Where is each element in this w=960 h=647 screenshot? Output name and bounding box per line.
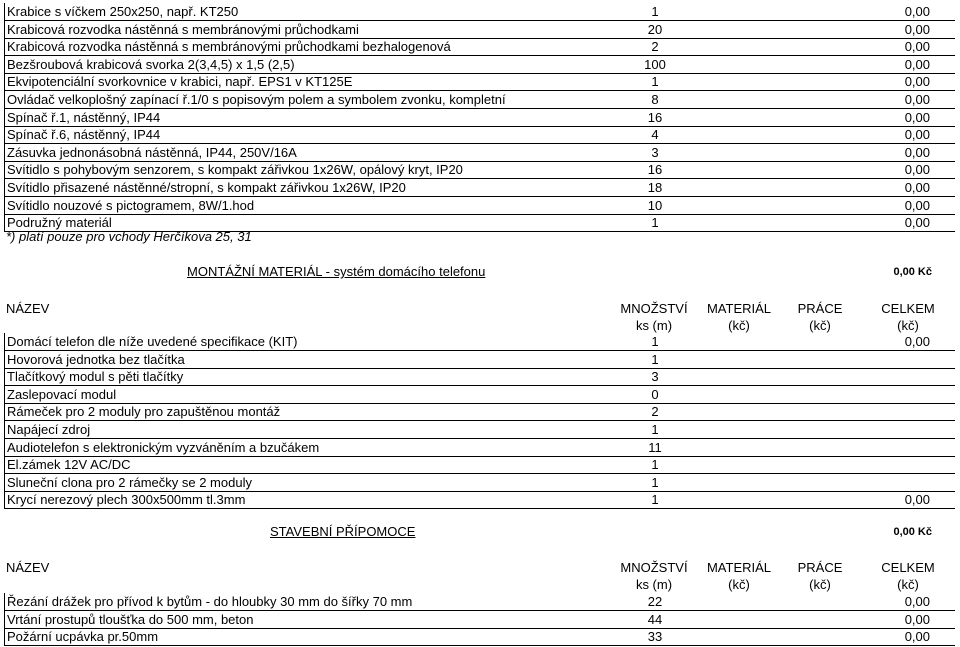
header-total: CELKEM (kč) — [881, 560, 935, 592]
cell-name: Svítidlo s pohybovým senzorem, s kompakt zářivkou 1x26W, opálový kryt, IP20 — [7, 162, 463, 178]
cell-total: 0,00 — [904, 21, 930, 37]
table-row — [4, 179, 955, 197]
cell-qty: 1 — [651, 334, 659, 349]
cell-qty: 20 — [647, 21, 663, 37]
cell-total: 0,00 — [904, 144, 930, 160]
table-row — [4, 144, 955, 162]
table-row — [4, 403, 955, 421]
cell-qty: 4 — [651, 127, 659, 143]
cell-name: Krabice s víčkem 250x250, např. KT250 — [7, 4, 239, 19]
cell-total: 0,00 — [904, 39, 930, 55]
cell-name: Krabicová rozvodka nástěnná s membránovými průchodkami — [7, 21, 359, 37]
cell-name: Napájecí zdroj — [7, 422, 91, 437]
cell-qty: 1 — [651, 457, 659, 473]
cell-qty: 18 — [647, 180, 663, 195]
cell-qty: 16 — [647, 162, 663, 178]
table-row — [4, 91, 955, 109]
cell-total: 0,00 — [904, 197, 930, 213]
cell-name: Krabicová rozvodka nástěnná s membránovými průchodkami bezhalogenová — [7, 39, 451, 55]
table-row — [4, 611, 955, 629]
section-title-phone: MONTÁŽNÍ MATERIÁL - systém domácího telefonu — [187, 264, 486, 279]
cell-name: Svítidlo nouzové s pictogramem, 8W/1.hod — [7, 197, 255, 213]
cell-qty: 1 — [651, 351, 659, 367]
cell-total: 0,00 — [904, 334, 930, 349]
cell-total: 0,00 — [904, 74, 930, 90]
cell-name: Spínač ř.6, nástěnný, IP44 — [7, 127, 161, 143]
cell-name: El.zámek 12V AC/DC — [7, 457, 131, 473]
table-row — [4, 456, 955, 474]
header-work: PRÁCE (kč) — [797, 560, 843, 592]
cell-qty: 1 — [651, 492, 659, 508]
cell-total: 0,00 — [904, 4, 930, 19]
cell-qty: 2 — [651, 39, 659, 55]
table-row — [4, 197, 955, 215]
cell-qty: 22 — [647, 594, 663, 609]
cell-qty: 1 — [651, 422, 659, 437]
cell-name: Tlačítkový modul s pěti tlačítky — [7, 369, 184, 385]
cell-name: Hovorová jednotka bez tlačítka — [7, 351, 185, 367]
table-row — [4, 38, 955, 56]
cell-qty: 100 — [644, 56, 666, 72]
table-row — [4, 126, 955, 144]
table-row — [4, 368, 955, 386]
cell-qty: 33 — [647, 629, 663, 645]
cell-qty: 2 — [651, 404, 659, 420]
cell-name: Krycí nerezový plech 300x500mm tl.3mm — [7, 492, 246, 508]
cell-total: 0,00 — [904, 215, 930, 231]
cell-name: Bezšroubová krabicová svorka 2(3,4,5) x 1,5 (2,5) — [7, 56, 295, 72]
table-header-phone — [4, 298, 954, 338]
table-row — [4, 628, 955, 646]
cell-total: 0,00 — [904, 162, 930, 178]
cell-name: Rámeček pro 2 moduly pro zapuštěnou montáž — [7, 404, 281, 420]
table-row — [4, 21, 955, 39]
cell-name: Sluneční clona pro 2 rámečky se 2 moduly — [7, 474, 252, 490]
cell-total: 0,00 — [904, 492, 930, 508]
table-row — [4, 161, 955, 179]
header-name: NÁZEV — [6, 560, 50, 575]
table-row — [4, 386, 955, 404]
cell-total: 0,00 — [904, 127, 930, 143]
table-row — [4, 491, 955, 509]
table-row — [4, 474, 955, 492]
header-material: MATERIÁL (kč) — [706, 560, 772, 592]
cell-name: Spínač ř.1, nástěnný, IP44 — [7, 109, 161, 125]
header-total: CELKEM (kč) — [881, 301, 935, 333]
cell-name: Ekvipotenciální svorkovnice v krabici, např. EPS1 v KT125E — [7, 74, 353, 90]
cell-name: Audiotelefon s elektronickým vyzváněním a bzučákem — [7, 439, 320, 455]
table-row — [4, 73, 955, 91]
table-row — [4, 333, 955, 351]
cell-name: Zaslepovací modul — [7, 386, 117, 402]
cell-total: 0,00 — [904, 92, 930, 107]
cell-name: Domácí telefon dle níže uvedené specifikace (KIT) — [7, 334, 298, 349]
cell-name: Vrtání prostupů tloušťka do 500 mm, beton — [7, 611, 254, 627]
cell-qty: 3 — [651, 369, 659, 385]
cell-total: 0,00 — [904, 56, 930, 72]
table-row — [4, 351, 955, 369]
section-total-phone: 0,00 Kč — [893, 266, 932, 278]
header-material: MATERIÁL (kč) — [706, 301, 772, 333]
table-header-build — [4, 557, 954, 597]
cell-qty: 1 — [651, 215, 659, 231]
header-work: PRÁCE (kč) — [797, 301, 843, 333]
section-total-build: 0,00 Kč — [893, 526, 932, 538]
cell-qty: 11 — [648, 439, 662, 455]
table-row — [4, 593, 955, 611]
cell-qty: 1 — [651, 4, 659, 19]
header-qty: MNOŽSTVÍ ks (m) — [620, 301, 688, 333]
cell-name: Řezání drážek pro přívod k bytům - do hloubky 30 mm do šířky 70 mm — [7, 594, 413, 609]
header-qty: MNOŽSTVÍ ks (m) — [620, 560, 688, 592]
table-row — [4, 109, 955, 127]
cell-qty: 44 — [647, 611, 663, 627]
table-row — [4, 56, 955, 74]
cell-name: Svítidlo přisazené nástěnné/stropní, s kompakt zářivkou 1x26W, IP20 — [7, 180, 406, 195]
cell-qty: 1 — [651, 74, 659, 90]
table-row — [4, 3, 955, 21]
cell-name: Zásuvka jednonásobná nástěnná, IP44, 250V/16A — [7, 144, 297, 160]
header-name: NÁZEV — [6, 301, 50, 316]
cell-total: 0,00 — [904, 109, 930, 125]
cell-name: Podružný materiál — [7, 215, 112, 231]
cell-qty: 10 — [647, 197, 663, 213]
cell-name: Požární ucpávka pr.50mm — [7, 629, 159, 645]
cell-qty: 3 — [651, 144, 659, 160]
cell-qty: 0 — [651, 386, 659, 402]
cell-qty: 8 — [651, 92, 659, 107]
cell-qty: 16 — [647, 109, 663, 125]
table-row — [4, 439, 955, 457]
cell-total: 0,00 — [904, 611, 930, 627]
footnote: *) platí pouze pro vchody Herčíkova 25, 31 — [6, 229, 252, 244]
cell-total: 0,00 — [904, 180, 930, 195]
cell-name: Ovládač velkoplošný zapínací ř.1/0 s popisovým polem a symbolem zvonku, kompletní — [7, 92, 506, 107]
cell-qty: 1 — [651, 474, 659, 490]
cell-total: 0,00 — [904, 594, 930, 609]
section-title-build: STAVEBNÍ PŘÍPOMOCE — [270, 524, 416, 539]
table-row — [4, 421, 955, 439]
cell-total: 0,00 — [904, 629, 930, 645]
